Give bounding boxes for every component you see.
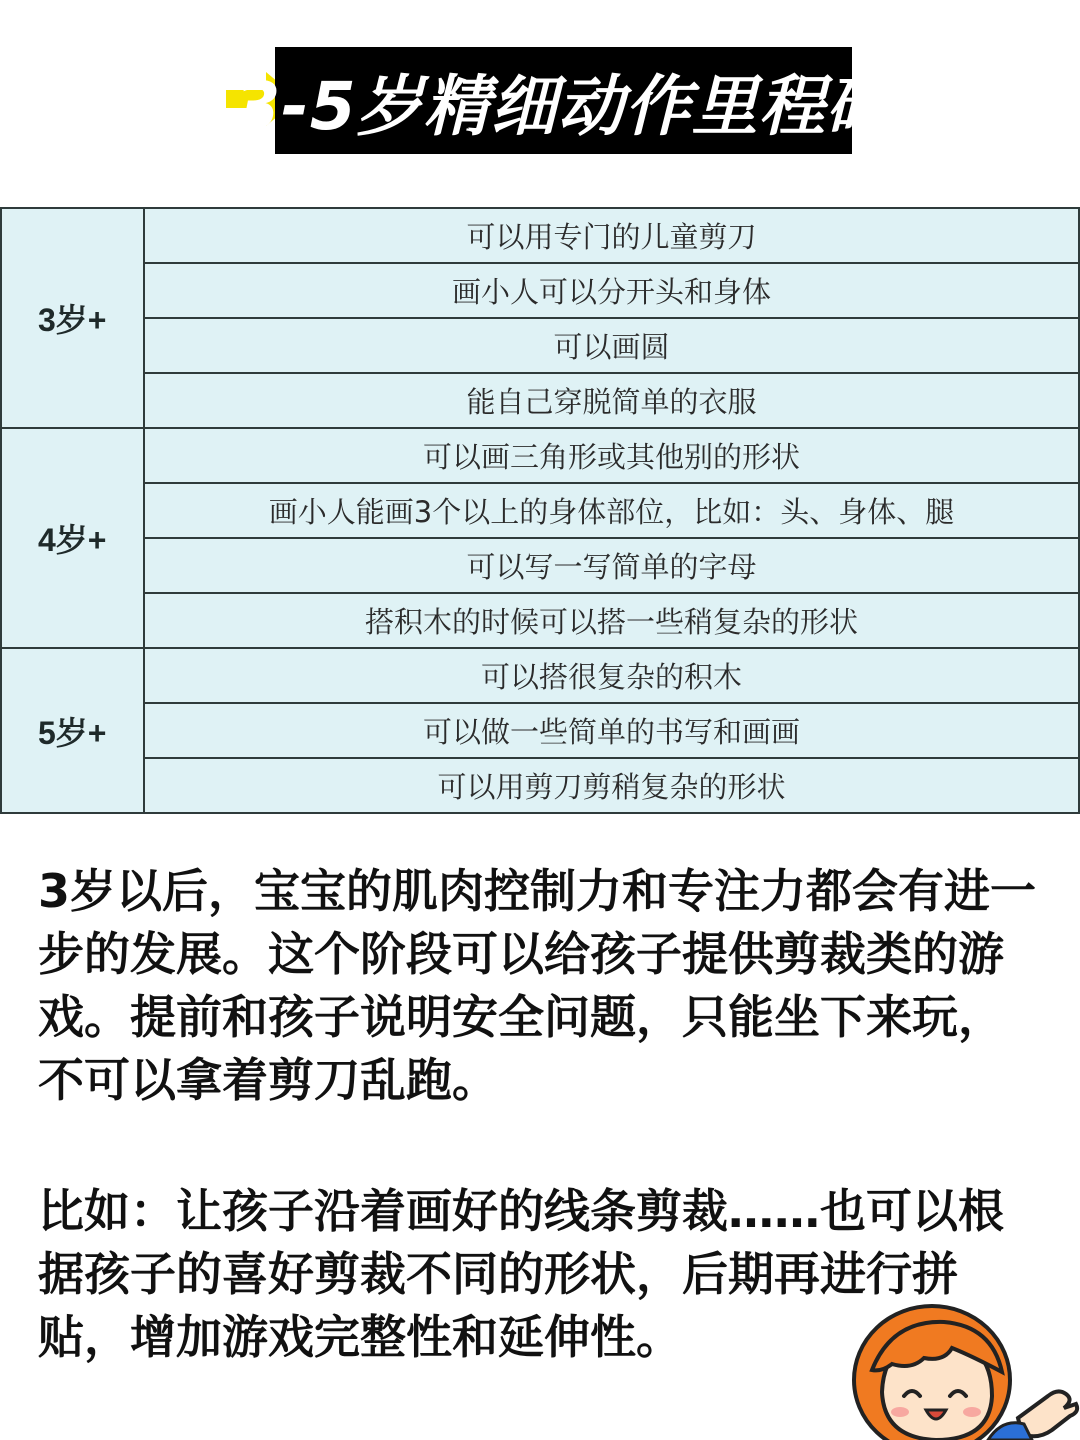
milestone-item: 能自己穿脱简单的衣服 (144, 373, 1079, 428)
table-row (1, 373, 1079, 428)
table-row (1, 758, 1079, 813)
milestone-item: 可以搭很复杂的积木 (144, 648, 1079, 703)
milestone-table (0, 207, 1080, 814)
title-box (234, 47, 893, 154)
table-row (1, 428, 1079, 483)
milestone-item: 可以用剪刀剪稍复杂的形状 (144, 758, 1079, 813)
title-banner (226, 46, 893, 156)
milestone-item: 画小人能画3个以上的身体部位，比如：头、身体、腿 (144, 483, 1079, 538)
milestone-item: 可以写一写简单的字母 (144, 538, 1079, 593)
table-row (1, 263, 1079, 318)
table-row (1, 593, 1079, 648)
table-row (1, 538, 1079, 593)
age-label-5: 5岁+ (1, 648, 144, 813)
table-row (1, 483, 1079, 538)
page-title: 3-5岁精细动作里程碑 (234, 68, 893, 145)
age-label-4: 4岁+ (1, 428, 144, 648)
milestone-item: 搭积木的时候可以搭一些稍复杂的形状 (144, 593, 1079, 648)
milestone-item: 画小人可以分开头和身体 (144, 263, 1079, 318)
age-label-3: 3岁+ (1, 208, 144, 428)
table-row (1, 318, 1079, 373)
cartoon-child-illustration (852, 1300, 1080, 1440)
table-row (1, 648, 1079, 703)
milestone-item: 可以做一些简单的书写和画画 (144, 703, 1079, 758)
milestone-item: 可以画三角形或其他别的形状 (144, 428, 1079, 483)
example-paragraph: 比如：让孩子沿着画好的线条剪裁……也可以根据孩子的喜好剪裁不同的形状，后期再进行拼贴，增加游戏完整性和延伸性。 (38, 1184, 1004, 1364)
milestone-item: 可以用专门的儿童剪刀 (144, 208, 1079, 263)
table-row (1, 208, 1079, 263)
milestone-item: 可以画圆 (144, 318, 1079, 373)
table-row (1, 703, 1079, 758)
intro-paragraph: 3岁以后，宝宝的肌肉控制力和专注力都会有进一步的发展。这个阶段可以给孩子提供剪裁类的游戏。提前和孩子说明安全问题，只能坐下来玩，不可以拿着剪刀乱跑。 (38, 864, 1037, 1107)
